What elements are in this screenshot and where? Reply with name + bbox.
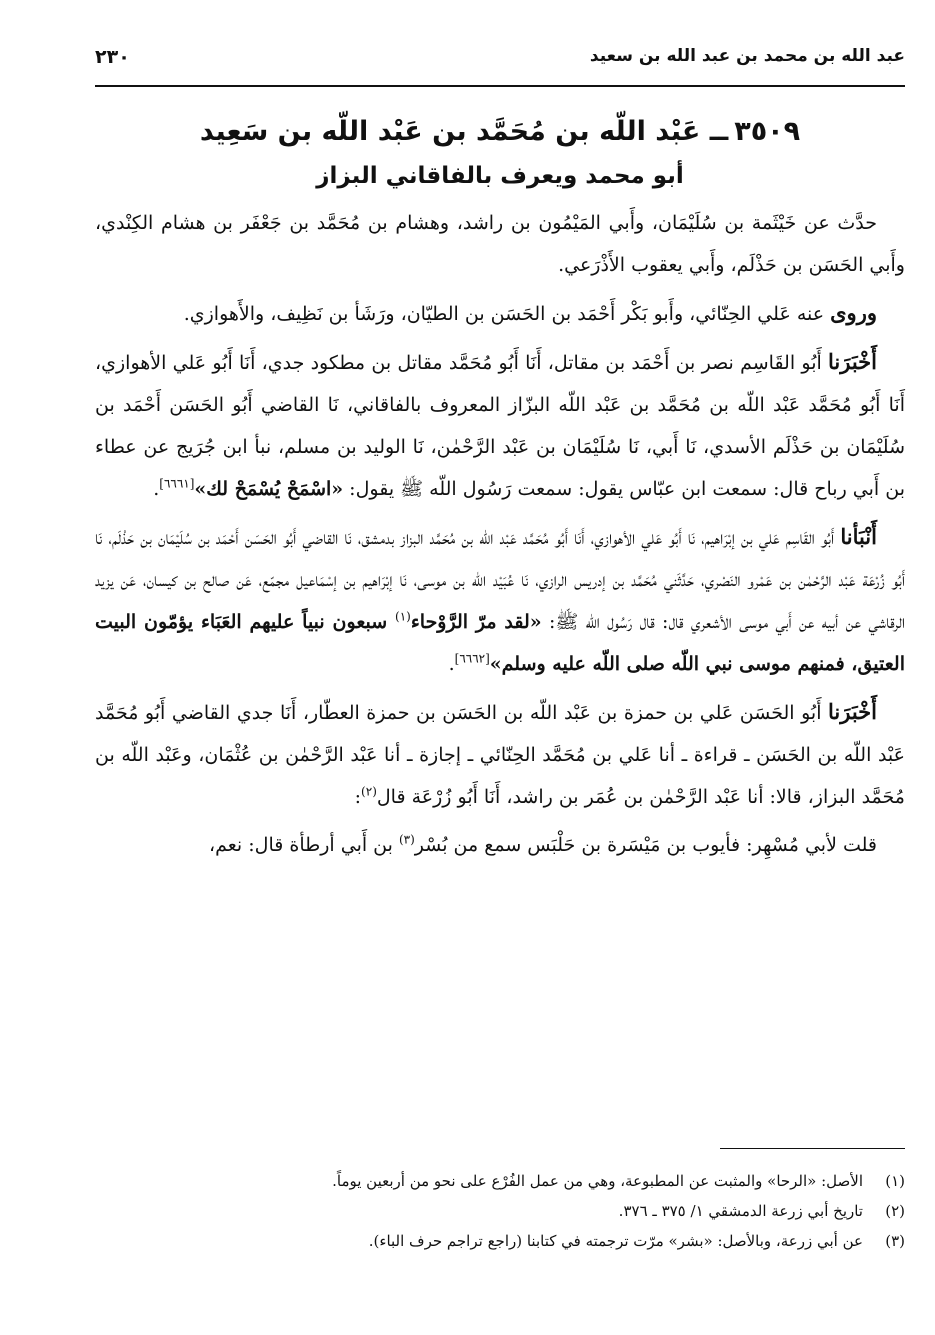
- footnote-rule: [720, 1148, 905, 1149]
- running-title: عبد الله بن محمد بن عبد الله بن سعيد: [589, 46, 905, 66]
- paragraph-question: [95, 824, 905, 866]
- paragraph-text: قلت لأبي مُسْهِر: فأيوب بن مَيْسَرة بن حَلْبَس سمع من بُسْر: [414, 834, 877, 856]
- keyword: أَخْبَرَنا: [828, 699, 877, 724]
- footnotes: [95, 1166, 905, 1256]
- footnote-text: عن أبي زرعة، وبالأصل: «بشر» مرّت ترجمته في كتابنا (راجع تراجم حرف الباء).: [368, 1232, 863, 1250]
- main-text: [95, 110, 905, 872]
- header-rule: [95, 85, 905, 87]
- hadith-text: «لقد مرّ الرَّوْحاء: [410, 611, 542, 633]
- footnote-text: الأصل: «الرحا» والمثبت عن المطبوعة، وهي من عمل الفُرْع على نحو من أربعين يوماً.: [332, 1172, 863, 1190]
- entry-name: ــ عَبْد اللّه بن مُحَمَّد بن عَبْد اللّه بن سَعِيد: [199, 116, 729, 147]
- entry-subtitle: أبو محمد ويعرف بالفاقاني البزاز: [316, 163, 684, 189]
- footnote-number: (١): [885, 1172, 905, 1190]
- keyword: وروى: [830, 300, 877, 325]
- page-header: [95, 46, 905, 82]
- hadith-reference: [٦٦٦١]: [159, 476, 195, 491]
- paragraph-isnad-3: أَخْبَرَنا أَبُو الحَسَن عَلي بن حمزة بن عَبْد اللّه بن الحَسَن بن حمزة العطّار، أَنَا جدي القاضي أَبُو مُحَمَّد عَبْد اللّه بن الحَسَن ـ قراءة ـ أنا عَلي بن مُحَمَّد الحِنّائي ـ إجازة ـ أنا عَبْد الرَّحْمٰن بن عُثْمَان، وعَبْد اللّه بن مُحَمَّد البزاز، قالا: أنا عَبْد الرَّحْمٰن بن عُمَر بن راشد، أَنَا أَبُو زُرْعَة قال$^{(٢)}$:: [95, 699, 905, 808]
- keyword: أَخْبَرَنا: [828, 349, 877, 374]
- footnote-marker: (٣): [398, 832, 415, 847]
- paragraph-narrators: [95, 292, 905, 335]
- paragraph-isnad-2: أَنْبَأنا أَبُو القَاسِم عَلي بن إبْرَاهيم، نَا أَبُو عَلي الأهوازي، أَنَا أَبُو مُحَمَّد عَبْد اللّه بن مُحَمَّد البزاز بدمشق، نَا القاضي أَبُو الحَسَن أَحْمَد بن سُلَيْمَان بن حَذْلَم، نَا أَبُو زُرْعَة عَبْد الرَّحْمٰن بن عَمْرو النَصْري، حَدَّثَني مُحَمَّد بن إدريس الرازي، نَا عُبَيْد اللّه بن موسى، نَا إبْرَاهيم بن إسْمَاعيل مجمّع، عَن صالح بن كيسان، عَن يزيد الرقاشي عن أبيه عن أَبي موسى الأشعري قال: قال رَسُول اللّه ﷺ: «لقد مرّ الرَّوْحاء$^{(١)}$ سبعون نبياً عليهم العَبَاء يؤمّون البيت العتيق، فمنهم موسى نبي اللّه صلى اللّه عليه وسلم»[٦٦٦٢].: [95, 524, 905, 675]
- paragraph-text: بن أَبي أرطأة قال: نعم،: [208, 834, 399, 856]
- footnote-marker: (١): [395, 609, 411, 624]
- footnote-marker: (٢): [361, 784, 377, 799]
- paragraph-text: حدَّث عن خَيْثَمة بن سُلَيْمَان، وأَبي المَيْمُون بن راشد، وهشام بن مُحَمَّد بن جَعْفَر بن هشام الكِنْدي، وأَبي الحَسَن بن حَذْلَم، وأَبي يعقوب الأَذْرَعي.: [95, 212, 905, 276]
- entry-number: ٣٥٠٩: [734, 116, 801, 147]
- paragraph-text: أَبُو الحَسَن عَلي بن حمزة بن عَبْد اللّه بن الحَسَن بن حمزة العطّار، أَنَا جدي القاضي أَبُو مُحَمَّد عَبْد اللّه بن الحَسَن ـ قراءة ـ أنا عَلي بن مُحَمَّد الحِنّائي ـ إجازة ـ أنا عَبْد الرَّحْمٰن بن عُثْمَان، وعَبْد اللّه بن مُحَمَّد البزاز، قالا: أنا عَبْد الرَّحْمٰن بن عُمَر بن راشد، أَنَا أَبُو زُرْعَة قال: [95, 702, 905, 808]
- paragraph-text: عنه عَلي الحِنّائي، وأَبو بَكْر أَحْمَد بن الحَسَن بن الطيّان، ورَشَأ بن نَظِيف، والأَهوازي.: [183, 303, 831, 325]
- paragraph-narrated-from: [95, 202, 905, 286]
- hadith-text: سبعون نبياً عليهم العَبَاء يؤمّون البيت العتيق، فمنهم موسى نبي اللّه صلى اللّه عليه وسلم»: [95, 611, 905, 675]
- paragraph-text: أَبُو القَاسِم نصر بن أَحْمَد بن مقاتل، أَنَا أَبُو مُحَمَّد مقاتل بن مطكود جدي، أَنَا أَبُو عَلي الأهوازي، أَنَا أَبُو مُحَمَّد عَبْد اللّه بن مُحَمَّد بن عَبْد اللّه البزّاز المعروف بالفاقاني، نَا القاضي أَبُو الحَسَن أَحْمَد بن سُلَيْمَان بن حَذْلَم الأسدي، نَا أَبي، نَا سُلَيْمَان بن عَبْد الرَّحْمٰن، نَا الوليد بن مسلم، نبأ ابن جُرَيج عن عطاء بن أَبي رباح قال: سمعت ابن عبّاس يقول: سمعت رَسُول اللّه ﷺ يقول:: [95, 352, 905, 500]
- footnote: [95, 1226, 905, 1256]
- hadith-text: «اسْمَحْ يُسْمَحْ لك»: [194, 478, 344, 500]
- footnote-text: تاريخ أبي زرعة الدمشقي ١/ ٣٧٥ ـ ٣٧٦.: [618, 1202, 863, 1220]
- hadith-reference: [٦٦٦٢]: [454, 651, 490, 666]
- footnote: [95, 1166, 905, 1196]
- footnote: [95, 1196, 905, 1226]
- keyword: أَنْبَأنا: [840, 524, 877, 549]
- page-number: ٢٣٠: [95, 46, 130, 68]
- paragraph-isnad-1: أَخْبَرَنا أَبُو القَاسِم نصر بن أَحْمَد بن مقاتل، أَنَا أَبُو مُحَمَّد مقاتل بن مطكود جدي، أَنَا أَبُو عَلي الأهوازي، أَنَا أَبُو مُحَمَّد عَبْد اللّه بن مُحَمَّد بن عَبْد اللّه البزّاز المعروف بالفاقاني، نَا القاضي أَبُو الحَسَن أَحْمَد بن سُلَيْمَان بن حَذْلَم الأسدي، نَا أَبي، نَا سُلَيْمَان بن عَبْد الرَّحْمٰن، نَا الوليد بن مسلم، نبأ ابن جُرَيج عن عطاء بن أَبي رباح قال: سمعت ابن عبّاس يقول: سمعت رَسُول اللّه ﷺ يقول: «اسْمَحْ يُسْمَحْ لك»[٦٦٦١].: [95, 349, 905, 500]
- footnote-number: (٢): [885, 1202, 905, 1220]
- paragraph-text: أَبُو القَاسِم عَلي بن إبْرَاهيم، نَا أَبُو عَلي الأهوازي، أَنَا أَبُو مُحَمَّد عَبْد اللّه بن مُحَمَّد البزاز بدمشق، نَا القاضي أَبُو الحَسَن أَحْمَد بن سُلَيْمَان بن حَذْلَم، نَا أَبُو زُرْعَة عَبْد الرَّحْمٰن بن عَمْرو النَصْري، حَدَّثَني مُحَمَّد بن إدريس الرازي، نَا عُبَيْد اللّه بن موسى، نَا إبْرَاهيم بن إسْمَاعيل مجمّع، عَن صالح بن كيسان، عَن يزيد الرقاشي عن أبيه عن أَبي موسى الأشعري قال: قال رَسُول اللّه ﷺ:: [95, 527, 905, 633]
- footnote-number: (٣): [885, 1232, 905, 1250]
- entry-title: [95, 110, 905, 154]
